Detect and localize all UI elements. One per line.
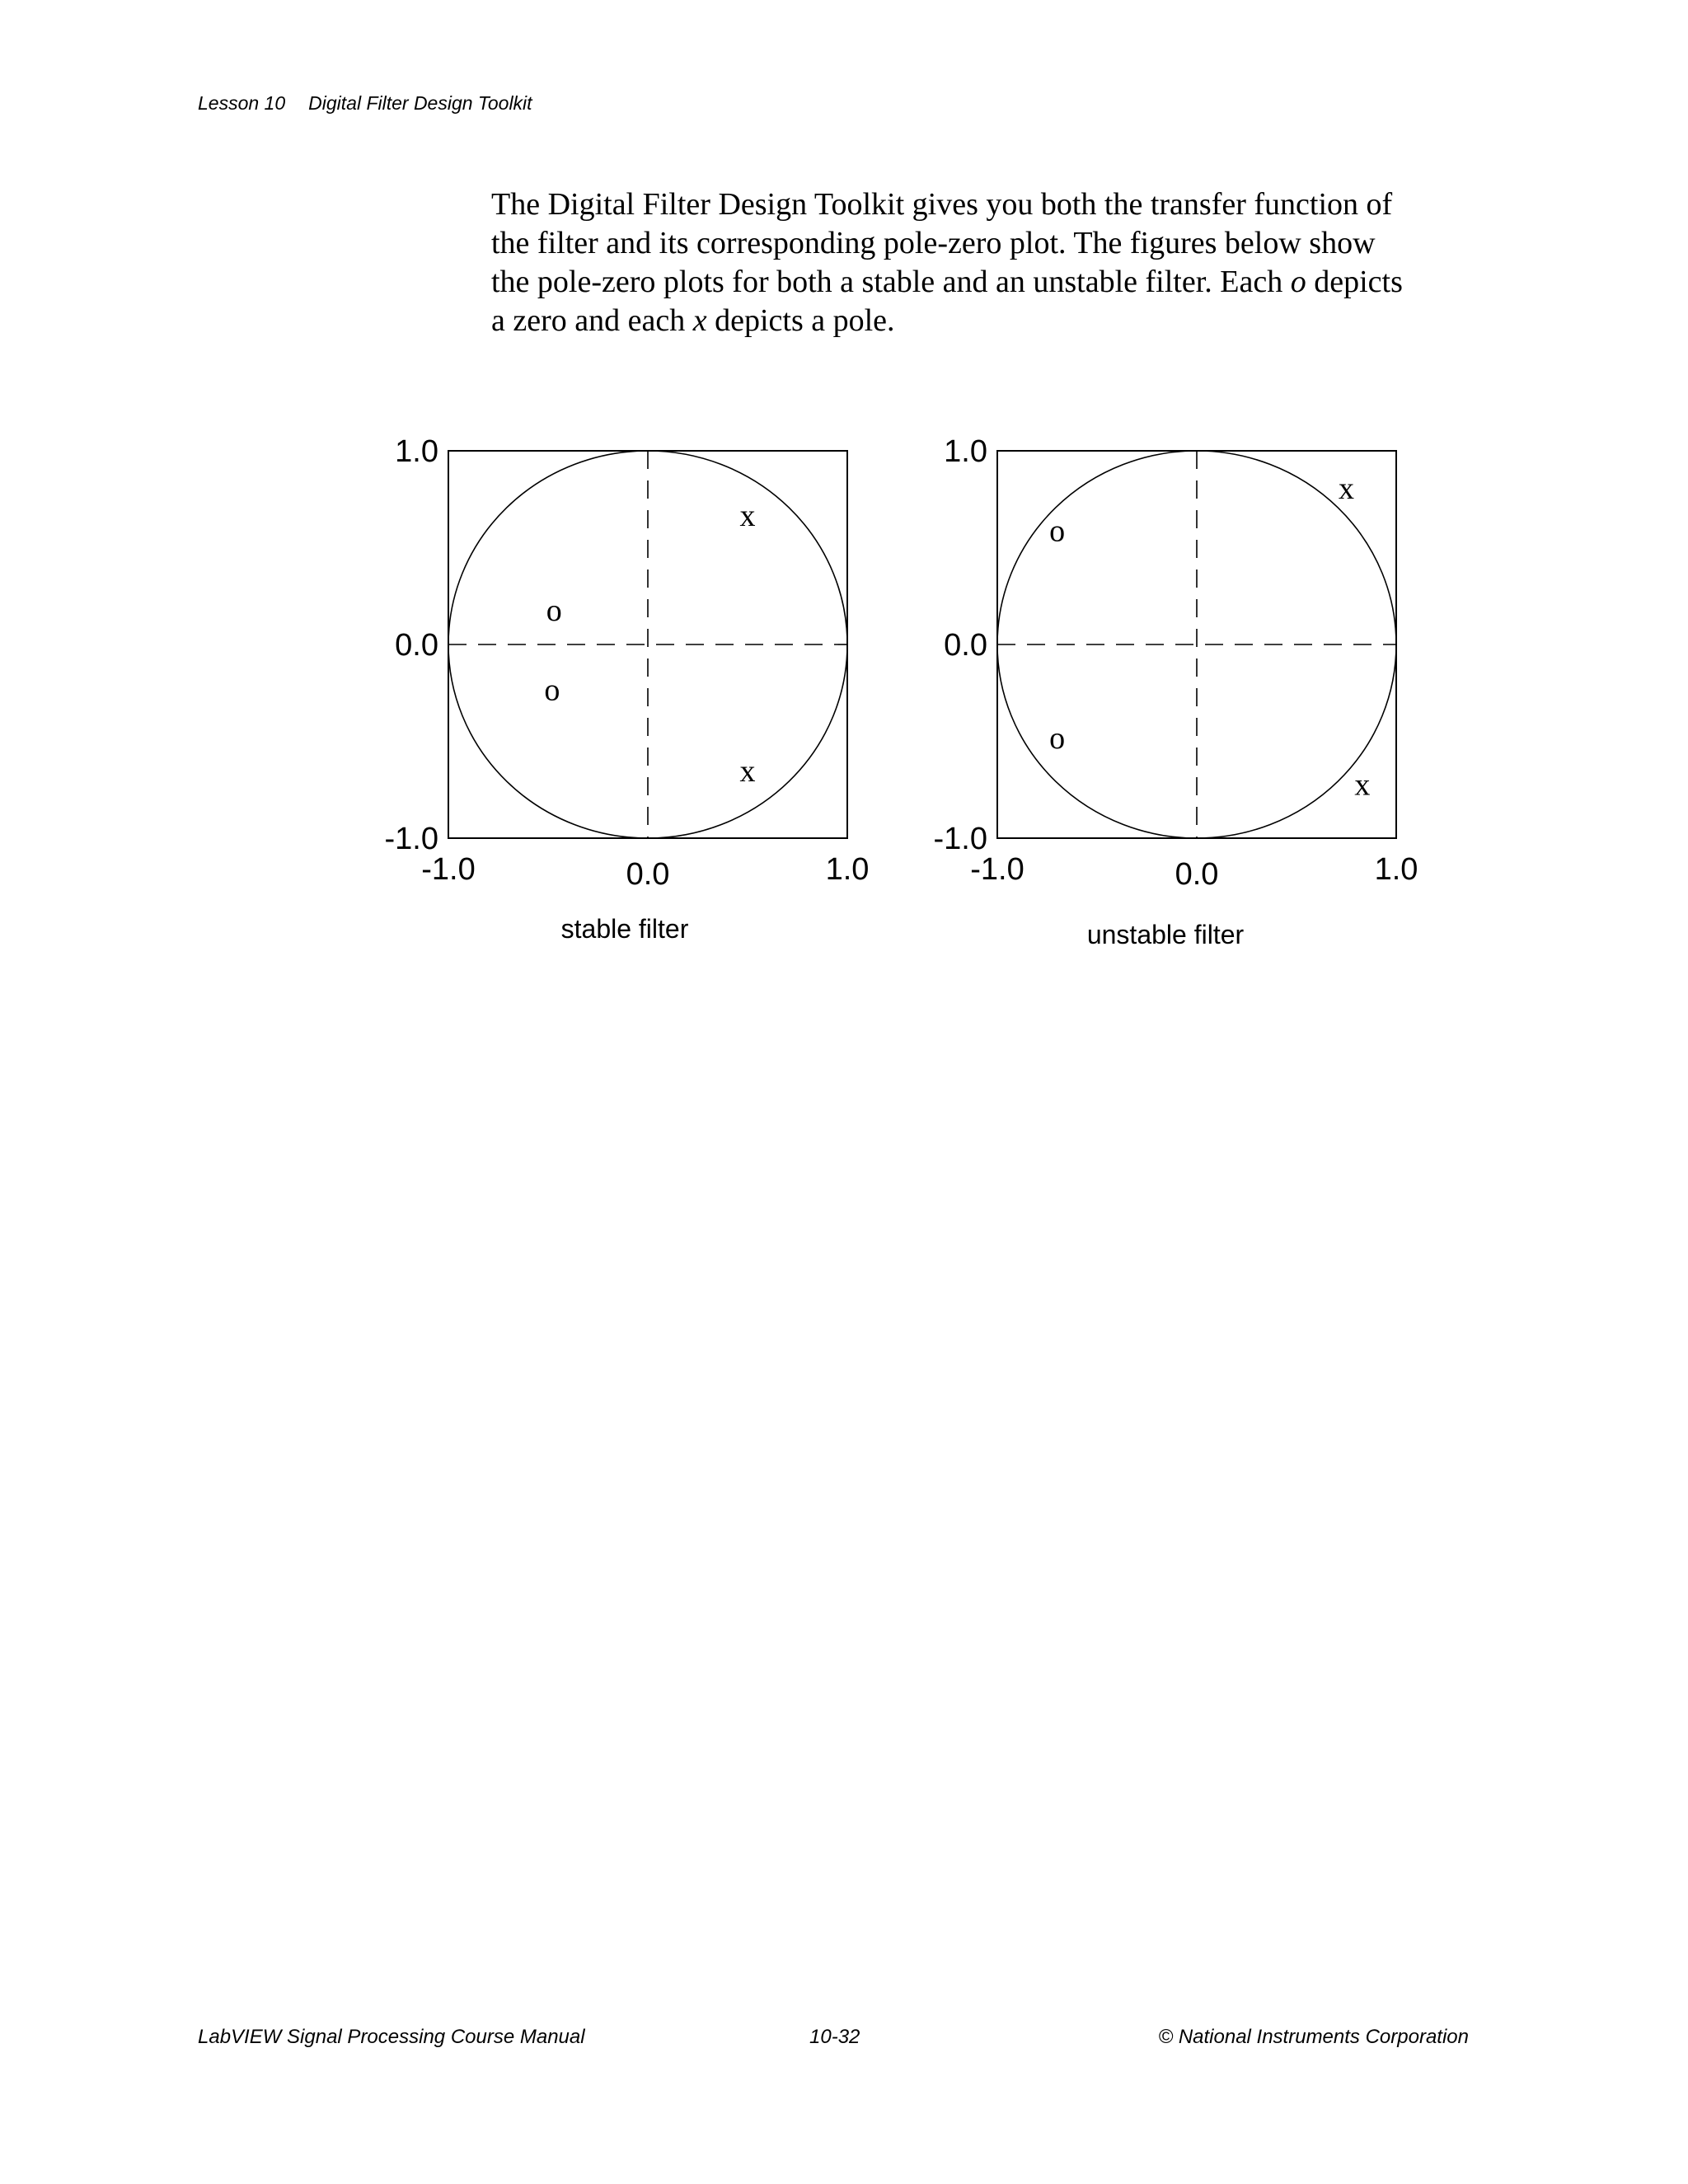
plot-caption: stable filter [560, 914, 689, 944]
plot-caption: unstable filter [1086, 920, 1245, 949]
zero-marker: o [1049, 513, 1066, 549]
pole-marker: x [1354, 767, 1371, 803]
footer-page-number: 10-32 [809, 2026, 860, 2048]
body-line: The Digital Filter Design Toolkit gives you both the transfer function of [491, 187, 1393, 222]
y-tick-label: 1.0 [944, 434, 987, 469]
x-tick-label: -1.0 [421, 852, 476, 887]
zero-marker: o [546, 593, 562, 629]
body-line: the pole-zero plots for both a stable and an unstable filter. Each o depicts [491, 265, 1403, 299]
y-tick-label: 0.0 [944, 628, 987, 663]
footer-copyright: © National Instruments Corporation [1158, 2026, 1469, 2048]
x-tick-label: 1.0 [1374, 852, 1418, 887]
x-tick-label: 0.0 [626, 857, 670, 892]
lesson-title: Digital Filter Design Toolkit [308, 92, 532, 114]
y-tick-label: 0.0 [395, 628, 438, 663]
lesson-label: Lesson 10 [198, 92, 286, 114]
zero-marker: o [544, 673, 560, 708]
zero-marker: o [1049, 721, 1066, 757]
y-tick-label: -1.0 [384, 822, 438, 856]
pole-marker: x [739, 754, 756, 790]
pole-marker: x [1339, 471, 1354, 506]
pole-marker: x [739, 498, 756, 533]
footer-manual-title: LabVIEW Signal Processing Course Manual [198, 2026, 585, 2048]
body-line: a zero and each x depicts a pole. [491, 303, 895, 338]
pole-zero-figure [0, 0, 1688, 989]
y-tick-label: -1.0 [933, 822, 987, 856]
x-tick-label: -1.0 [970, 852, 1025, 887]
x-tick-label: 1.0 [825, 852, 870, 887]
body-line: the filter and its corresponding pole-zero plot. The figures below show [491, 226, 1376, 260]
x-tick-label: 0.0 [1175, 857, 1219, 892]
y-tick-label: 1.0 [395, 434, 438, 469]
